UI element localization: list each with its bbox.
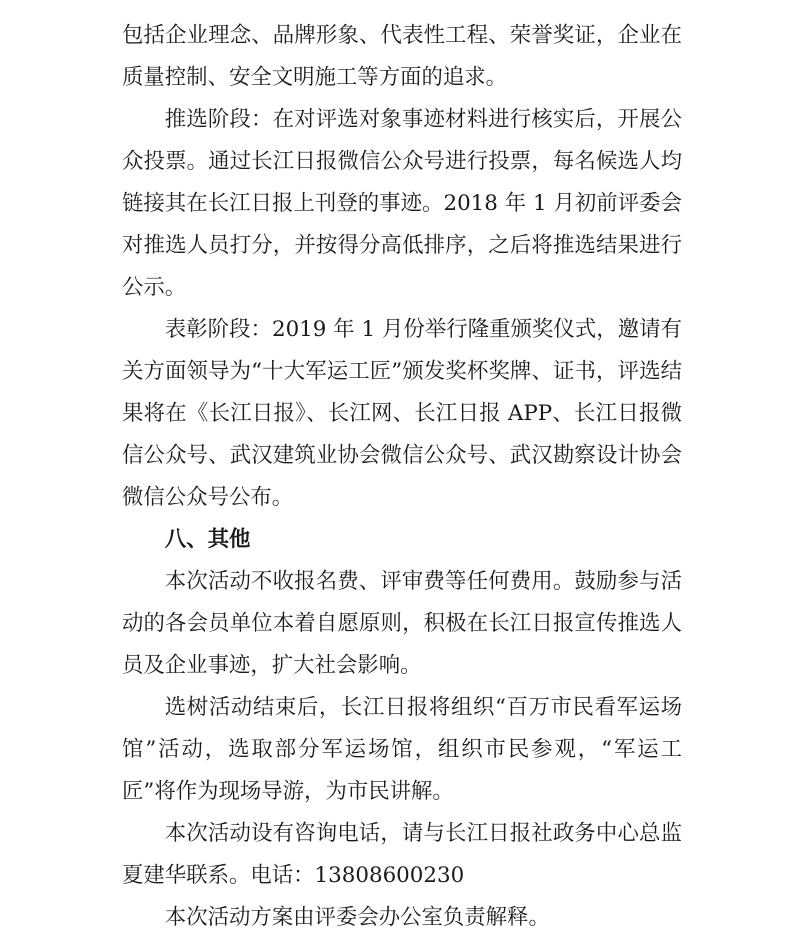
paragraph-contact-phone: 本次活动设有咨询电话，请与长江日报社政务中心总监夏建华联系。电话：13808600230 xyxy=(122,821,682,888)
paragraph-interpretation: 本次活动方案由评委会办公室负责解释。 xyxy=(164,905,550,930)
paragraph-venue-tour: 选树活动结束后，长江日报将组织“百万市民看军运场馆”活动，选取部分军运场馆，组织市民参观，“军运工匠”将作为现场导游，为市民讲解。 xyxy=(122,695,682,804)
section-heading-other: 八、其他 xyxy=(164,527,251,552)
paragraph-commendation-stage: 表彰阶段：2019 年 1 月份举行隆重颁奖仪式，邀请有关方面领导为“十大军运工匠”颁发奖杯奖牌、证书，评选结果将在《长江日报》、长江网、长江日报 APP、长江日报微信公众号、武汉建筑业协会微信公众号、武汉勘察设计协会微信公众号公布。 xyxy=(122,317,682,510)
paragraph-evaluation-content: 包括企业理念、品牌形象、代表性工程、荣誉奖证，企业在质量控制、安全文明施工等方面的追求。 xyxy=(122,23,682,90)
document-page xyxy=(122,0,682,939)
paragraph-no-fees: 本次活动不收报名费、评审费等任何费用。鼓励参与活动的各会员单位本着自愿原则，积极在长江日报宣传推选人员及企业事迹，扩大社会影响。 xyxy=(122,569,682,678)
paragraph-selection-stage: 推选阶段：在对评选对象事迹材料进行核实后，开展公众投票。通过长江日报微信公众号进行投票，每名候选人均链接其在长江日报上刊登的事迹。2018 年 1 月初前评委会对推选人员打分，并按得分高低排序，之后将推选结果进行公示。 xyxy=(122,107,682,300)
